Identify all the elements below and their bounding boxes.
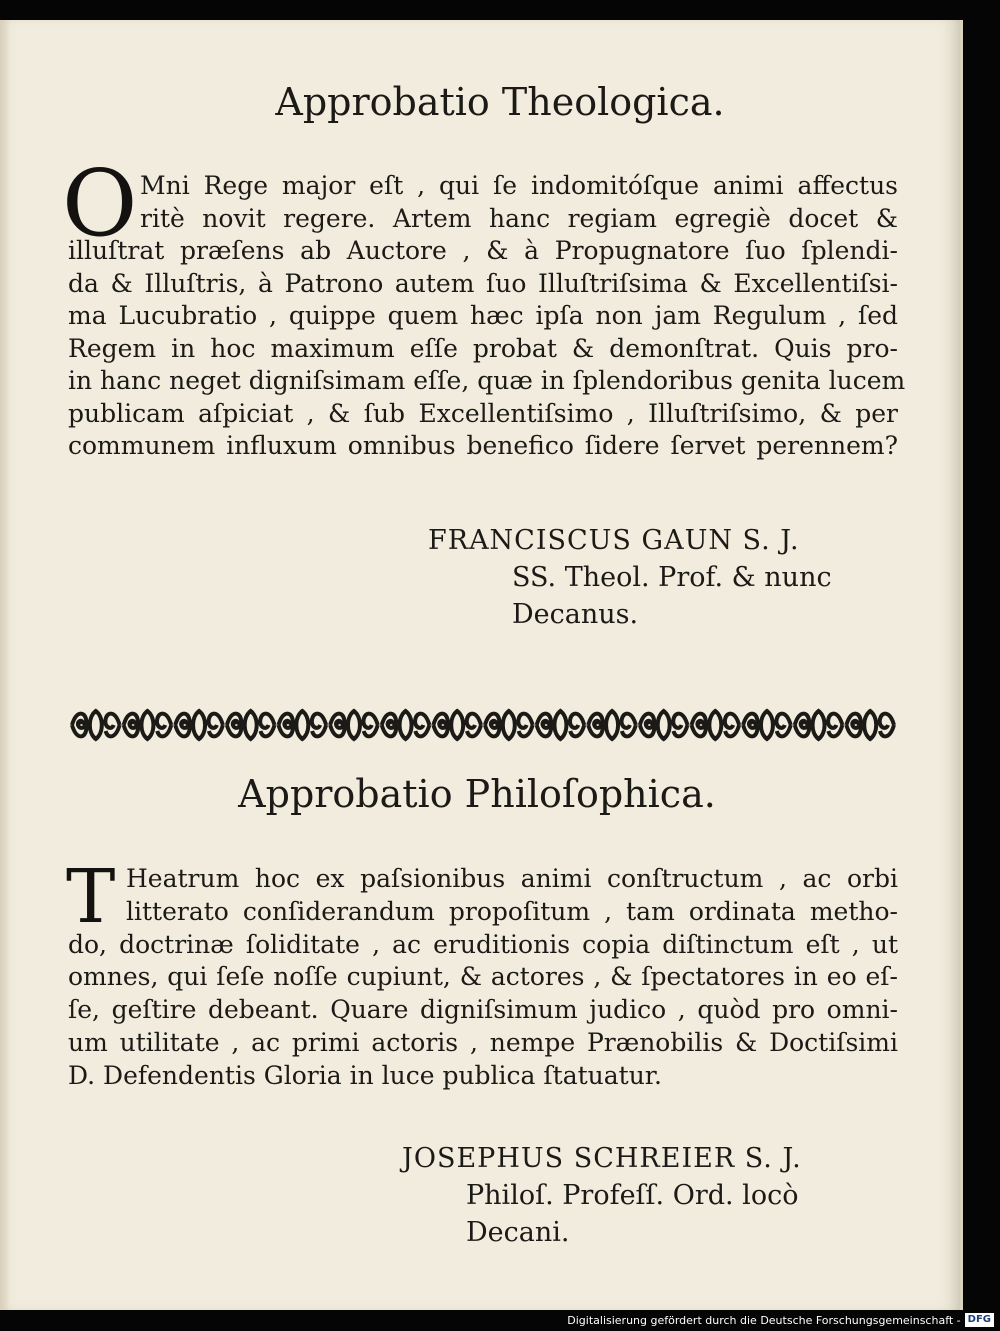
ornament-unit	[485, 711, 533, 739]
signature-theological	[428, 522, 832, 633]
signature-name: JOSEPHUS SCHREIER S. J.	[402, 1143, 802, 1174]
ornament-divider	[70, 705, 896, 745]
ornament-unit	[330, 711, 378, 739]
text-line: publicam aſpiciat , & ſub Excellentiſsimo , Illuſtriſsimo, & per	[68, 398, 898, 428]
text-line: do, doctrinæ ſoliditate , ac eruditionis copia diſtinctum eſt , ut	[68, 929, 898, 959]
heading-theological: Approbatio Theologica.	[275, 80, 725, 124]
ornament-unit	[692, 711, 740, 739]
text-line: ma Lucubratio , quippe quem hæc ipſa non jam Regulum , ſed	[68, 301, 898, 330]
ornament-unit	[795, 711, 843, 739]
ornament-unit	[640, 711, 688, 739]
text-line: Heatrum hoc ex paſsionibus animi conſtructum , ac orbi	[126, 864, 898, 893]
text-line: omnes, qui ſeſe noſſe cupiunt, & actores , & ſpectatores in eo eſ-	[68, 962, 898, 992]
text-line: illuſtrat præſens ab Auctore , & à Propugnatore ſuo ſplendi-	[68, 236, 898, 265]
ornament-unit	[279, 711, 327, 739]
heading-philosophical: Approbatio Philoſophica.	[238, 772, 716, 816]
ornament-unit	[537, 711, 585, 739]
signature-title: SS. Theol. Prof. & nunc	[512, 562, 832, 593]
ornament-unit	[124, 711, 172, 739]
text-line: Mni Rege major eſt , qui ſe indomitóſque animi affectus	[140, 171, 898, 200]
text-line: ritè novit regere. Artem hanc regiam egregiè docet &	[140, 203, 898, 233]
ornament-unit	[175, 711, 223, 739]
signature-role: Decanus.	[512, 599, 639, 630]
text-line: ſe, geſtire debeant. Quare digniſsimum judico , quòd pro omni-	[68, 995, 898, 1025]
ornament-unit	[433, 711, 481, 739]
text-line: in hanc neget digniſsimam eſſe, quæ in ſplendoribus genita lucem	[68, 366, 906, 395]
paragraph-philosophical	[68, 863, 898, 1093]
text-line: communem influxum omnibus benefico ſidere ſervet perennem?	[68, 431, 898, 460]
text-line: da & Illuſtris, à Patrono autem ſuo Illuſtriſsima & Excellentiſsi-	[68, 268, 898, 298]
signature-name: FRANCISCUS GAUN S. J.	[428, 525, 800, 556]
text-line: litterato conſiderandum propoſitum , tam ordinata metho-	[126, 896, 898, 926]
signature-title: Philoſ. Profeſſ. Ord. locò	[466, 1180, 799, 1211]
ornament-unit	[846, 711, 894, 739]
ornament-unit	[588, 711, 636, 739]
ornament-unit	[72, 711, 120, 739]
book-page	[0, 20, 963, 1310]
ornament-unit	[382, 711, 430, 739]
paragraph-theological	[68, 170, 906, 463]
text-line: Regem in hoc maximum eſſe probat & demonſtrat. Quis pro-	[68, 333, 898, 363]
ornament-unit	[743, 711, 791, 739]
dfg-logo-icon: DFG	[965, 1313, 994, 1327]
dropcap-o: O	[62, 150, 138, 257]
digitization-footer	[567, 1311, 994, 1329]
text-line: um utilitate , ac primi actoris , nempe Prænobilis & Doctiſsimi	[68, 1027, 898, 1057]
ornament-unit	[227, 711, 275, 739]
signature-role: Decani.	[466, 1217, 570, 1248]
dropcap-t: T	[66, 854, 116, 940]
footer-credit: Digitalisierung gefördert durch die Deutsche Forschungsgemeinschaft -	[567, 1313, 961, 1327]
signature-philosophical	[402, 1140, 802, 1251]
text-line: D. Defendentis Gloria in luce publica ſtatuatur.	[68, 1060, 662, 1090]
